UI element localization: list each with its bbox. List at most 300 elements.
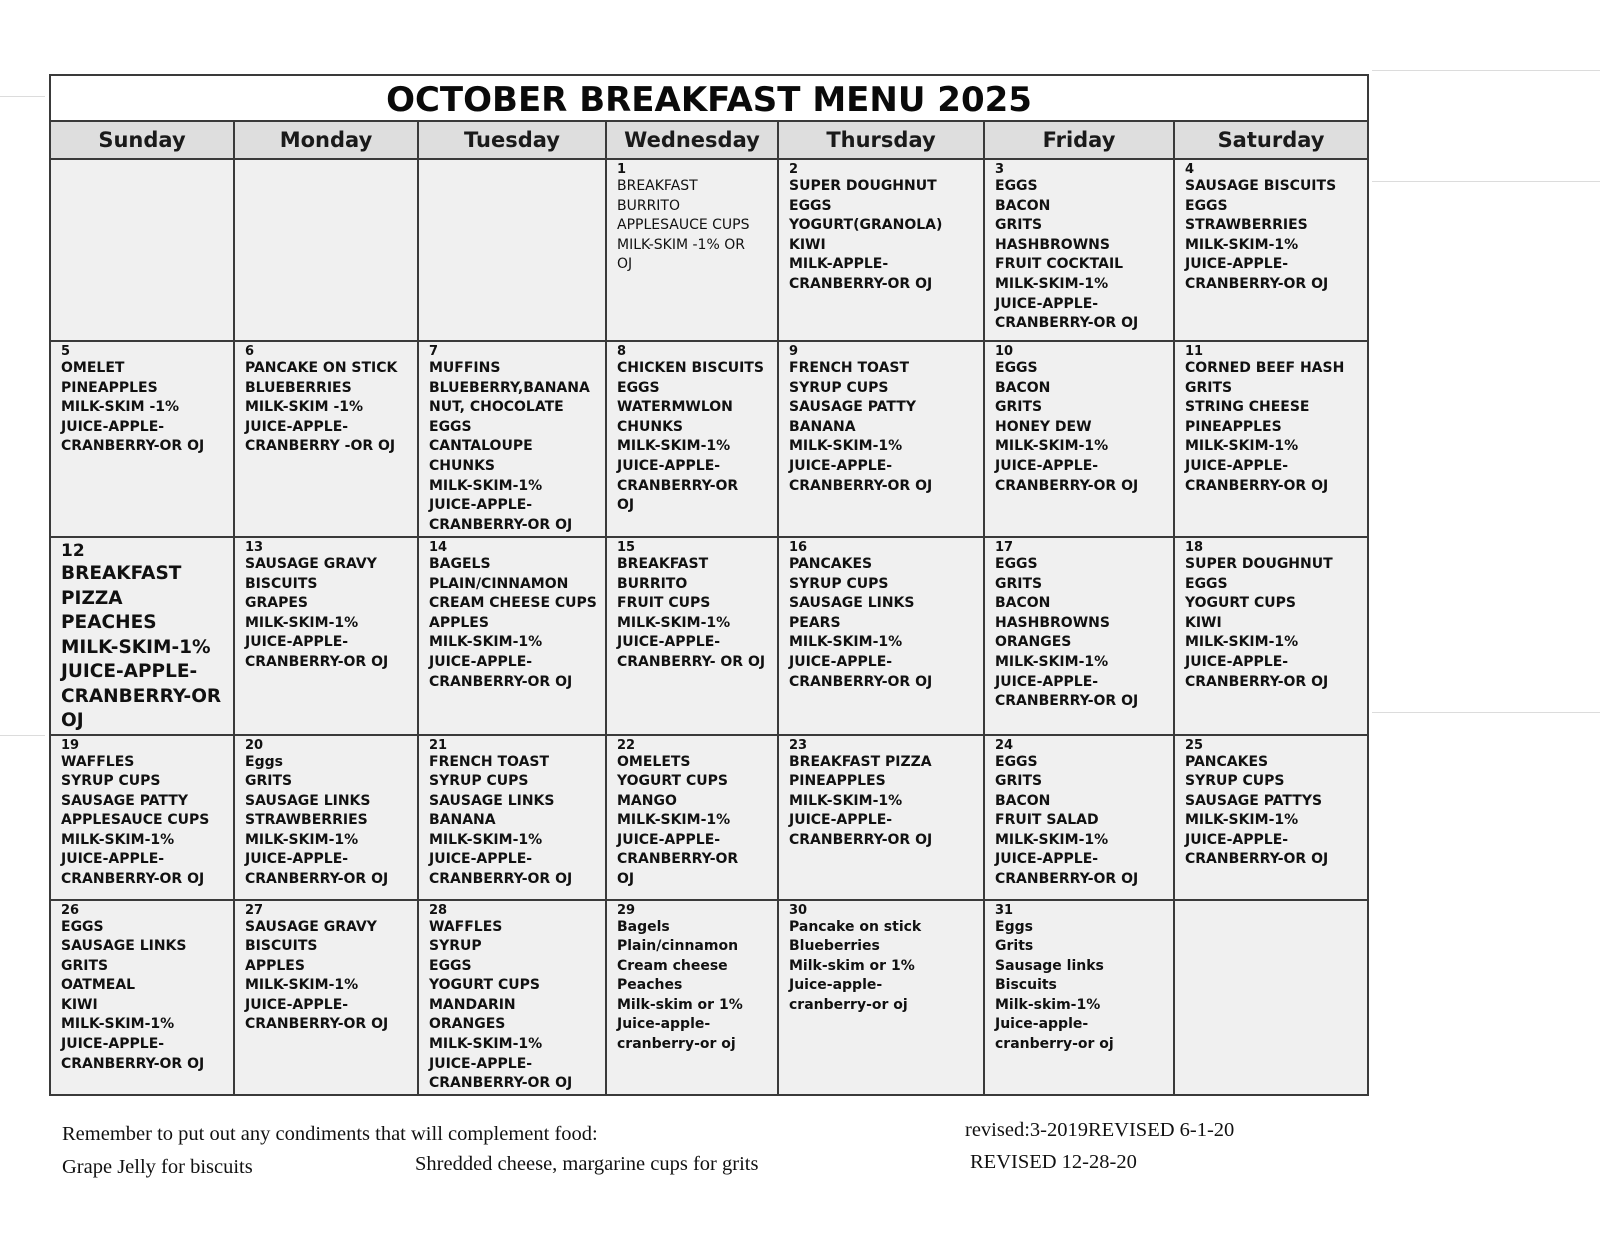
menu-item: SAUSAGE LINKS bbox=[61, 938, 187, 955]
menu-item: MILK-SKIM-1% bbox=[995, 831, 1109, 848]
menu-items-list bbox=[617, 918, 773, 1055]
menu-items-list bbox=[429, 918, 601, 1094]
menu-item: BLUEBERRIES bbox=[245, 379, 352, 396]
menu-item: MILK-SKIM-1% bbox=[429, 634, 543, 651]
menu-item: CRANBERRY-OR OJ bbox=[429, 871, 573, 888]
menu-item: OATMEAL bbox=[61, 977, 136, 994]
menu-items-list bbox=[995, 918, 1169, 1055]
menu-item: JUICE-APPLE- bbox=[245, 996, 349, 1013]
menu-item: CRANBERRY-OR OJ bbox=[61, 1055, 205, 1072]
menu-item: CRANBERRY-OR bbox=[61, 685, 222, 707]
menu-item: CHUNKS bbox=[617, 418, 684, 435]
menu-items-list bbox=[995, 753, 1169, 890]
menu-item: MILK-SKIM-1% bbox=[617, 812, 731, 829]
day-cell-14 bbox=[418, 537, 606, 735]
menu-item: PANCAKE ON STICK bbox=[245, 360, 398, 376]
day-cell-23 bbox=[778, 735, 984, 900]
menu-item: Milk-skim or 1% bbox=[789, 957, 915, 974]
menu-item: GRITS bbox=[995, 399, 1043, 416]
menu-item: MILK-SKIM-1% bbox=[429, 1036, 543, 1053]
weekday-header-monday: Monday bbox=[234, 121, 418, 159]
menu-item: PINEAPPLES bbox=[789, 773, 886, 790]
week-row bbox=[50, 341, 1368, 537]
day-cell-16 bbox=[778, 537, 984, 735]
menu-item: EGGS bbox=[617, 379, 660, 396]
menu-item: FRUIT COCKTAIL bbox=[995, 256, 1124, 273]
menu-item: BACON bbox=[995, 379, 1051, 396]
week-row bbox=[50, 537, 1368, 735]
menu-items-list bbox=[1185, 359, 1363, 496]
menu-calendar bbox=[49, 74, 1369, 1096]
day-cell-9 bbox=[778, 341, 984, 537]
menu-item: SYRUP CUPS bbox=[61, 773, 161, 790]
day-number: 4 bbox=[1185, 162, 1195, 177]
day-cell-2 bbox=[778, 159, 984, 341]
menu-item: Pancake on stick bbox=[789, 918, 922, 935]
day-number: 1 bbox=[617, 162, 627, 177]
grape-jelly-note: Grape Jelly for biscuits bbox=[62, 1156, 253, 1178]
menu-item: MUFFINS bbox=[429, 360, 501, 376]
week-row bbox=[50, 900, 1368, 1095]
menu-item: MILK-SKIM -1% bbox=[245, 399, 364, 416]
menu-item: CRANBERRY-OR OJ bbox=[245, 653, 389, 670]
day-cell-19 bbox=[50, 735, 234, 900]
menu-item: CRANBERRY-OR OJ bbox=[995, 315, 1139, 332]
menu-item: SUPER DOUGHNUT bbox=[1185, 556, 1333, 572]
menu-item: MILK-SKIM-1% bbox=[1185, 236, 1299, 253]
menu-item: ORANGES bbox=[995, 634, 1072, 651]
menu-item: CRANBERRY-OR OJ bbox=[1185, 673, 1329, 690]
weekday-header-wednesday: Wednesday bbox=[606, 121, 778, 159]
menu-item: SAUSAGE BISCUITS bbox=[1185, 178, 1337, 194]
menu-items-list bbox=[995, 359, 1169, 496]
menu-item: CRANBERRY-OR OJ bbox=[995, 693, 1139, 710]
menu-item: FRUIT SALAD bbox=[995, 812, 1099, 829]
menu-item: CRANBERRY-OR OJ bbox=[995, 871, 1139, 888]
menu-item: CRANBERRY-OR OJ bbox=[429, 1075, 573, 1092]
menu-item: Sausage links bbox=[995, 957, 1104, 974]
menu-item: MILK-SKIM-1% bbox=[429, 831, 543, 848]
menu-item: PINEAPPLES bbox=[61, 379, 158, 396]
menu-item: Biscuits bbox=[995, 977, 1057, 994]
menu-item: CRANBERRY-OR OJ bbox=[995, 477, 1139, 494]
empty-day-cell bbox=[50, 159, 234, 341]
menu-item: JUICE-APPLE- bbox=[617, 831, 721, 848]
menu-item: JUICE-APPLE- bbox=[61, 851, 165, 868]
menu-item: MILK-SKIM-1% bbox=[617, 614, 731, 631]
menu-items-list bbox=[245, 359, 413, 457]
menu-item: CANTALOUPE bbox=[429, 438, 533, 455]
menu-item: APPLES bbox=[245, 957, 305, 974]
menu-item: FRENCH TOAST bbox=[429, 753, 550, 770]
menu-item: MANDARIN bbox=[429, 996, 516, 1013]
menu-item: SAUSAGE PATTY bbox=[61, 792, 188, 809]
menu-item: GRITS bbox=[1185, 379, 1233, 396]
menu-items-list bbox=[61, 918, 229, 1075]
menu-item: CRANBERRY-OR bbox=[617, 477, 739, 494]
menu-item: JUICE-APPLE- bbox=[245, 418, 349, 435]
menu-item: JUICE-APPLE- bbox=[789, 457, 893, 474]
day-cell-26 bbox=[50, 900, 234, 1095]
menu-item: JUICE-APPLE- bbox=[789, 653, 893, 670]
menu-item: STRAWBERRIES bbox=[245, 812, 368, 829]
day-number: 10 bbox=[995, 344, 1014, 359]
menu-items-list bbox=[245, 918, 413, 1036]
day-number: 8 bbox=[617, 344, 627, 359]
menu-items-list bbox=[995, 177, 1169, 334]
menu-item: CRANBERRY-OR OJ bbox=[789, 673, 933, 690]
weekday-header-saturday: Saturday bbox=[1174, 121, 1368, 159]
menu-item: HASHBROWNS bbox=[995, 614, 1110, 631]
day-cell-8 bbox=[606, 341, 778, 537]
menu-item: KIWI bbox=[789, 236, 826, 253]
day-number: 28 bbox=[429, 902, 448, 918]
day-cell-12 bbox=[50, 537, 234, 735]
menu-item: YOGURT CUPS bbox=[1185, 595, 1296, 612]
menu-item: BACON bbox=[995, 197, 1051, 214]
menu-item: BACON bbox=[995, 792, 1051, 809]
empty-day-cell bbox=[418, 159, 606, 341]
menu-item: OJ bbox=[61, 710, 84, 731]
menu-item: BREAKFAST PIZZA bbox=[61, 563, 182, 609]
menu-item: SAUSAGE LINKS bbox=[429, 792, 555, 809]
day-cell-18 bbox=[1174, 537, 1368, 735]
menu-item: MILK-SKIM-1% bbox=[995, 275, 1109, 292]
menu-item: YOGURT(GRANOLA) bbox=[789, 217, 943, 234]
menu-item: EGGS bbox=[1185, 197, 1228, 214]
menu-item: GRITS bbox=[995, 575, 1043, 592]
menu-item: Juice-apple- bbox=[617, 1016, 711, 1033]
menu-item: BANANA bbox=[429, 812, 496, 829]
menu-item: MILK-APPLE- bbox=[789, 256, 889, 273]
menu-item: SAUSAGE PATTY bbox=[789, 399, 916, 416]
revision-note-2: REVISED 12-28-20 bbox=[970, 1151, 1137, 1173]
menu-item: CRANBERRY-OR OJ bbox=[61, 871, 205, 888]
day-cell-4 bbox=[1174, 159, 1368, 341]
day-number: 30 bbox=[789, 902, 808, 918]
menu-item: BREAKFAST PIZZA bbox=[789, 753, 932, 770]
page-title: OCTOBER BREAKFAST MENU 2025 bbox=[50, 75, 1368, 121]
menu-item: EGGS bbox=[995, 178, 1038, 194]
day-number: 19 bbox=[61, 737, 80, 753]
menu-item: CHICKEN BISCUITS bbox=[617, 360, 764, 376]
revision-note: revised:3-2019REVISED 6-1-20 bbox=[965, 1119, 1235, 1141]
menu-item: CRANBERRY-OR OJ bbox=[245, 1016, 389, 1033]
menu-item: CRANBERRY-OR OJ bbox=[789, 275, 933, 292]
menu-item: PLAIN/CINNAMON bbox=[429, 575, 569, 592]
menu-item: Cream cheese bbox=[617, 957, 728, 974]
menu-item: BLUEBERRY,BANANA bbox=[429, 379, 590, 396]
menu-item: PINEAPPLES bbox=[1185, 418, 1282, 435]
menu-item: SYRUP CUPS bbox=[789, 575, 889, 592]
menu-item: CRANBERRY-OR OJ bbox=[429, 516, 573, 533]
menu-item: GRITS bbox=[245, 773, 293, 790]
menu-item: JUICE-APPLE- bbox=[429, 1055, 533, 1072]
menu-item: CRANBERRY-OR OJ bbox=[245, 871, 389, 888]
menu-item: WATERMWLON bbox=[617, 399, 733, 416]
day-number: 22 bbox=[617, 737, 636, 753]
menu-item: STRING CHEESE bbox=[1185, 399, 1310, 416]
menu-item: MILK-SKIM-1% bbox=[617, 438, 731, 455]
menu-item: CRANBERRY-OR OJ bbox=[61, 438, 205, 455]
day-cell-6 bbox=[234, 341, 418, 537]
day-number: 20 bbox=[245, 737, 264, 753]
day-cell-15 bbox=[606, 537, 778, 735]
menu-item: NUT, CHOCOLATE bbox=[429, 399, 564, 416]
week-row bbox=[50, 159, 1368, 341]
menu-item: MILK-SKIM-1% bbox=[61, 636, 211, 658]
day-number: 5 bbox=[61, 344, 71, 359]
menu-item: EGGS bbox=[995, 360, 1038, 376]
menu-item: MILK-SKIM-1% bbox=[61, 1016, 175, 1033]
menu-items-list bbox=[61, 562, 229, 734]
menu-item: BANANA bbox=[789, 418, 856, 435]
menu-item: JUICE-APPLE- bbox=[61, 661, 198, 682]
menu-item: JUICE-APPLE- bbox=[617, 634, 721, 651]
menu-item: WAFFLES bbox=[429, 918, 503, 935]
menu-item: Eggs bbox=[245, 753, 283, 770]
menu-item: OJ bbox=[617, 256, 633, 273]
menu-item: BISCUITS bbox=[245, 575, 318, 592]
menu-items-list bbox=[245, 753, 413, 890]
day-number: 17 bbox=[995, 540, 1014, 555]
menu-item: SUPER DOUGHNUT bbox=[789, 178, 937, 194]
day-number: 29 bbox=[617, 902, 636, 918]
day-number: 12 bbox=[61, 541, 85, 561]
menu-item: JUICE-APPLE- bbox=[1185, 256, 1289, 273]
menu-items-list bbox=[429, 359, 601, 535]
day-cell-11 bbox=[1174, 341, 1368, 537]
day-cell-21 bbox=[418, 735, 606, 900]
scan-artifact-line bbox=[0, 735, 45, 736]
day-cell-7 bbox=[418, 341, 606, 537]
day-cell-29 bbox=[606, 900, 778, 1095]
menu-item: OJ bbox=[617, 497, 635, 514]
day-cell-20 bbox=[234, 735, 418, 900]
menu-items-list bbox=[245, 555, 413, 673]
menu-item: KIWI bbox=[1185, 614, 1222, 631]
menu-item: SAUSAGE LINKS bbox=[789, 595, 915, 612]
menu-items-list bbox=[789, 177, 979, 295]
condiments-note: Remember to put out any condiments that will complement food: bbox=[62, 1123, 598, 1145]
day-number: 31 bbox=[995, 902, 1014, 918]
menu-item: GRITS bbox=[61, 957, 109, 974]
menu-items-list bbox=[789, 753, 979, 851]
day-number: 24 bbox=[995, 737, 1014, 753]
menu-item: JUICE-APPLE- bbox=[1185, 831, 1289, 848]
menu-item: Milk-skim or 1% bbox=[617, 996, 743, 1013]
menu-item: CORNED BEEF HASH bbox=[1185, 360, 1345, 376]
menu-item: Plain/cinnamon bbox=[617, 938, 739, 955]
menu-item: MILK-SKIM-1% bbox=[1185, 634, 1299, 651]
menu-item: EGGS bbox=[1185, 575, 1228, 592]
scan-artifact-line bbox=[0, 96, 45, 97]
menu-item: MILK-SKIM-1% bbox=[995, 438, 1109, 455]
day-cell-3 bbox=[984, 159, 1174, 341]
menu-item: YOGURT CUPS bbox=[617, 773, 728, 790]
menu-items-list bbox=[1185, 753, 1363, 871]
day-cell-1 bbox=[606, 159, 778, 341]
menu-item: JUICE-APPLE- bbox=[429, 653, 533, 670]
menu-items-list bbox=[429, 555, 601, 692]
grits-condiments-note: Shredded cheese, margarine cups for grits bbox=[415, 1153, 759, 1175]
menu-item: JUICE-APPLE- bbox=[995, 673, 1099, 690]
day-cell-5 bbox=[50, 341, 234, 537]
day-number: 11 bbox=[1185, 344, 1204, 359]
empty-day-cell bbox=[1174, 900, 1368, 1095]
day-cell-31 bbox=[984, 900, 1174, 1095]
menu-item: CHUNKS bbox=[429, 457, 496, 474]
menu-item: APPLESAUCE CUPS bbox=[61, 812, 210, 829]
menu-item: EGGS bbox=[995, 556, 1038, 572]
day-number: 9 bbox=[789, 344, 799, 359]
menu-item: MILK-SKIM-1% bbox=[245, 614, 359, 631]
menu-item: Blueberries bbox=[789, 938, 880, 955]
menu-item: JUICE-APPLE- bbox=[429, 497, 533, 514]
day-number: 13 bbox=[245, 540, 264, 555]
day-number: 21 bbox=[429, 737, 448, 753]
menu-item: PANCAKES bbox=[1185, 753, 1269, 770]
menu-item: GRITS bbox=[995, 217, 1043, 234]
menu-item: Milk-skim-1% bbox=[995, 996, 1101, 1013]
weekday-header-thursday: Thursday bbox=[778, 121, 984, 159]
day-cell-27 bbox=[234, 900, 418, 1095]
day-number: 18 bbox=[1185, 540, 1204, 555]
menu-item: Peaches bbox=[617, 977, 683, 994]
day-number: 3 bbox=[995, 162, 1005, 177]
menu-item: PANCAKES bbox=[789, 556, 873, 572]
menu-item: Eggs bbox=[995, 918, 1033, 935]
menu-item: JUICE-APPLE- bbox=[1185, 457, 1289, 474]
menu-item: JUICE-APPLE- bbox=[617, 457, 721, 474]
day-cell-30 bbox=[778, 900, 984, 1095]
menu-item: SYRUP bbox=[429, 938, 482, 955]
menu-item: MILK-SKIM-1% bbox=[245, 977, 359, 994]
menu-item: HASHBROWNS bbox=[995, 236, 1110, 253]
menu-item: EGGS bbox=[789, 197, 832, 214]
menu-item: GRITS bbox=[995, 773, 1043, 790]
menu-item: SAUSAGE GRAVY bbox=[245, 556, 377, 572]
day-number: 7 bbox=[429, 344, 439, 359]
menu-item: JUICE-APPLE- bbox=[995, 295, 1099, 312]
menu-item: JUICE-APPLE- bbox=[789, 812, 893, 829]
menu-item: JUICE-APPLE- bbox=[429, 851, 533, 868]
menu-item: ORANGES bbox=[429, 1016, 506, 1033]
menu-item: MILK-SKIM -1% bbox=[61, 399, 180, 416]
menu-item: SAUSAGE GRAVY bbox=[245, 918, 377, 935]
menu-item: CRANBERRY-OR OJ bbox=[789, 477, 933, 494]
empty-day-cell bbox=[234, 159, 418, 341]
menu-item: EGGS bbox=[429, 418, 472, 435]
day-number: 6 bbox=[245, 344, 255, 359]
day-cell-10 bbox=[984, 341, 1174, 537]
weekday-header-tuesday: Tuesday bbox=[418, 121, 606, 159]
menu-item: OMELETS bbox=[617, 753, 691, 770]
menu-item: CRANBERRY-OR OJ bbox=[1185, 275, 1329, 292]
menu-items-list bbox=[1185, 555, 1363, 692]
menu-item: KIWI bbox=[61, 996, 98, 1013]
menu-item: OJ bbox=[617, 871, 635, 888]
menu-item: OMELET bbox=[61, 360, 125, 376]
menu-item: JUICE-APPLE- bbox=[995, 457, 1099, 474]
menu-item: BURRITO bbox=[617, 575, 688, 592]
menu-item: PEARS bbox=[789, 614, 841, 631]
menu-item: MILK-SKIM-1% bbox=[995, 653, 1109, 670]
menu-item: Bagels bbox=[617, 918, 670, 935]
menu-item: cranberry-or oj bbox=[789, 996, 908, 1013]
menu-item: EGGS bbox=[429, 957, 472, 974]
menu-item: CRANBERRY-OR OJ bbox=[429, 673, 573, 690]
day-number: 15 bbox=[617, 540, 636, 555]
day-number: 27 bbox=[245, 902, 264, 918]
menu-item: MILK-SKIM-1% bbox=[789, 792, 903, 809]
weekday-header-sunday: Sunday bbox=[50, 121, 234, 159]
menu-items-list bbox=[617, 555, 773, 673]
day-number: 26 bbox=[61, 902, 80, 918]
menu-item: JUICE-APPLE- bbox=[61, 1036, 165, 1053]
menu-item: MILK-SKIM-1% bbox=[245, 831, 359, 848]
calendar-weeks bbox=[50, 159, 1368, 1095]
day-cell-22 bbox=[606, 735, 778, 900]
menu-item: EGGS bbox=[61, 918, 104, 935]
menu-item: APPLES bbox=[429, 614, 489, 631]
menu-item: MILK-SKIM-1% bbox=[789, 634, 903, 651]
menu-item: JUICE-APPLE- bbox=[245, 634, 349, 651]
menu-item: FRUIT CUPS bbox=[617, 595, 711, 612]
scan-artifact-line bbox=[1372, 70, 1600, 71]
menu-item: JUICE-APPLE- bbox=[1185, 653, 1289, 670]
menu-item: JUICE-APPLE- bbox=[61, 418, 165, 435]
day-number: 14 bbox=[429, 540, 448, 555]
menu-item: MILK-SKIM-1% bbox=[1185, 438, 1299, 455]
menu-item: WAFFLES bbox=[61, 753, 135, 770]
menu-item: SYRUP CUPS bbox=[789, 379, 889, 396]
menu-items-list bbox=[1185, 177, 1363, 295]
menu-item: STRAWBERRIES bbox=[1185, 217, 1308, 234]
menu-item: CRANBERRY-OR OJ bbox=[1185, 477, 1329, 494]
menu-item: BURRITO bbox=[617, 197, 681, 214]
menu-item: MILK-SKIM-1% bbox=[789, 438, 903, 455]
day-number: 25 bbox=[1185, 737, 1204, 753]
menu-items-list bbox=[61, 359, 229, 457]
menu-item: CRANBERRY -OR OJ bbox=[245, 438, 396, 455]
menu-item: PEACHES bbox=[61, 612, 157, 633]
menu-item: BISCUITS bbox=[245, 938, 318, 955]
menu-item: MILK-SKIM-1% bbox=[1185, 812, 1299, 829]
menu-item: SYRUP CUPS bbox=[429, 773, 529, 790]
menu-item: CREAM CHEESE CUPS bbox=[429, 595, 597, 612]
menu-item: Juice-apple- bbox=[789, 977, 883, 994]
day-number: 16 bbox=[789, 540, 808, 555]
menu-item: MILK-SKIM-1% bbox=[429, 477, 543, 494]
menu-item: JUICE-APPLE- bbox=[995, 851, 1099, 868]
menu-item: CRANBERRY- OR OJ bbox=[617, 653, 766, 670]
menu-item: EGGS bbox=[995, 753, 1038, 770]
menu-items-list bbox=[789, 555, 979, 692]
menu-item: CRANBERRY-OR bbox=[617, 851, 739, 868]
menu-item: HONEY DEW bbox=[995, 418, 1092, 435]
menu-item: BAGELS bbox=[429, 556, 491, 572]
day-cell-13 bbox=[234, 537, 418, 735]
menu-item: FRENCH TOAST bbox=[789, 360, 910, 376]
menu-item: cranberry-or oj bbox=[995, 1036, 1114, 1053]
menu-item: SYRUP CUPS bbox=[1185, 773, 1285, 790]
menu-items-list bbox=[429, 753, 601, 890]
menu-item: YOGURT CUPS bbox=[429, 977, 540, 994]
weekday-header-friday: Friday bbox=[984, 121, 1174, 159]
day-number: 23 bbox=[789, 737, 808, 753]
menu-item: CRANBERRY-OR OJ bbox=[789, 831, 933, 848]
